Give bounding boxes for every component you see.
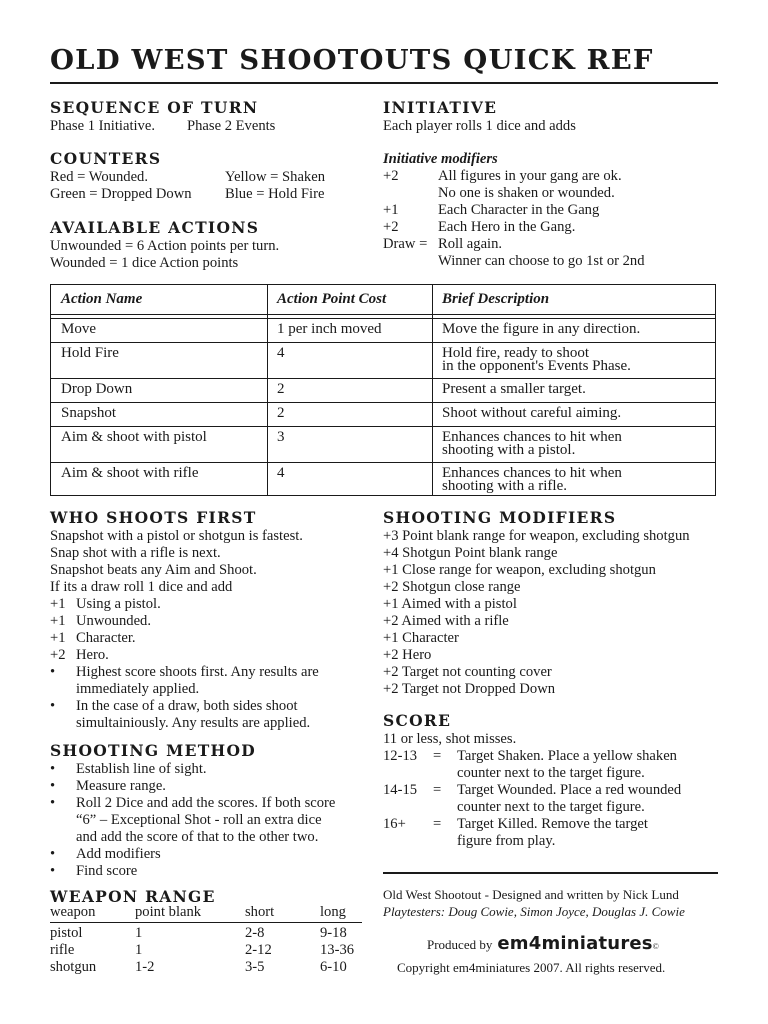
modifier-text: Winner can choose to go 1st or 2nd [438, 253, 645, 269]
bullet-icon: • [50, 778, 56, 794]
header-double-rule [51, 318, 715, 319]
initiative-modifier [383, 185, 723, 202]
initiative-heading: INITIATIVE [383, 98, 498, 117]
header-action-name: Action Name [51, 285, 267, 315]
produced-by-label: Produced by [427, 937, 493, 952]
sequence-phases [50, 118, 370, 135]
action-desc-snapshot: Shoot without careful aiming. [442, 405, 622, 421]
shooting-modifier: +2 Target not counting cover [383, 664, 552, 680]
who-first-bullet [50, 698, 365, 732]
bullet-line: “6” – Exceptional Shot - roll an extra dice [76, 812, 322, 828]
header-short: short [245, 904, 275, 920]
initiative-modifier [383, 219, 723, 236]
initiative-intro: Each player rolls 1 dice and adds [383, 118, 576, 134]
point-blank-cell: 1-2 [135, 959, 155, 975]
counters-row [50, 169, 370, 186]
modifier-text: Each Hero in the Gang. [438, 219, 576, 235]
page-title: OLD WEST SHOOTOUTS QUICK REF [50, 44, 654, 76]
row-divider [51, 342, 715, 343]
credits-block [383, 886, 723, 976]
action-cost-hold-fire: 4 [277, 345, 285, 361]
credits-rule [383, 872, 718, 874]
desc-line: Enhances chances to hit when [442, 429, 622, 445]
desc-line: Enhances chances to hit when [442, 465, 622, 481]
counter-green: Green = Dropped Down [50, 186, 192, 202]
phase-1-text: Phase 1 Initiative. [50, 118, 155, 134]
modifier-text: Roll again. [438, 236, 503, 252]
who-shoots-first-heading: WHO SHOOTS FIRST [50, 508, 257, 527]
method-bullet [50, 778, 365, 795]
bullet-line: Add modifiers [76, 846, 161, 862]
unwounded-line: Unwounded = 6 Action points per turn. [50, 238, 280, 254]
bullet-icon: • [50, 795, 56, 811]
score-equals: = [433, 748, 442, 764]
left-top-column [50, 98, 370, 272]
bullet-icon: • [50, 761, 56, 777]
action-table [50, 284, 716, 496]
modifier-text: All figures in your gang are ok. [438, 168, 622, 184]
bullet-icon: • [50, 863, 56, 879]
shooting-modifier: +2 Shotgun close range [383, 579, 521, 595]
header-brief-description: Brief Description [432, 285, 715, 315]
modifier-text: Using a pistol. [76, 596, 161, 612]
short-cell: 3-5 [245, 959, 265, 975]
long-cell: 6-10 [320, 959, 347, 975]
bullet-line: In the case of a draw, both sides shoot [76, 698, 298, 714]
weapon-cell: rifle [50, 942, 75, 958]
row-divider [51, 402, 715, 403]
action-cost-aim-rifle: 4 [277, 465, 285, 481]
modifier-value: +2 [383, 168, 399, 184]
action-name-snapshot: Snapshot [61, 405, 117, 421]
header-action-point-cost: Action Point Cost [267, 285, 432, 315]
method-bullet [50, 846, 365, 863]
action-desc-aim-rifle [432, 467, 622, 493]
method-bullet [50, 761, 365, 778]
score-row [383, 782, 723, 816]
modifier-value: +2 [50, 647, 66, 663]
header-weapon: weapon [50, 904, 96, 920]
modifier-text: No one is shaken or wounded. [438, 185, 615, 201]
wounded-line: Wounded = 1 dice Action points [50, 255, 239, 271]
weapon-range-heading: WEAPON RANGE [50, 887, 216, 906]
score-line: Target Shaken. Place a yellow shaken [457, 748, 677, 764]
right-bottom-column [383, 508, 723, 850]
weapon-range-header-row [50, 904, 365, 921]
weapon-cell: shotgun [50, 959, 97, 975]
modifier-text: Unwounded. [76, 613, 151, 629]
initiative-modifiers-title: Initiative modifiers [383, 151, 498, 167]
score-line: Target Killed. Remove the target [457, 816, 648, 832]
action-cost-snapshot: 2 [277, 405, 285, 421]
action-name-hold-fire: Hold Fire [61, 345, 119, 361]
action-cost-aim-pistol: 3 [277, 429, 285, 445]
modifier-text: Each Character in the Gang [438, 202, 600, 218]
copyright-line: Copyright em4miniatures 2007. All rights reserved. [397, 960, 666, 975]
row-divider [51, 378, 715, 379]
bullet-line: Find score [76, 863, 138, 879]
table-row [50, 942, 365, 959]
score-line: Target Wounded. Place a red wounded [457, 782, 682, 798]
modifier-value: Draw = [383, 236, 428, 252]
who-first-modifier [50, 596, 365, 613]
table-row [50, 959, 365, 976]
weapon-range-rule [50, 922, 362, 923]
credits-designer: Old West Shootout - Designed and written by Nick Lund [383, 887, 679, 902]
action-name-move: Move [61, 321, 96, 337]
short-cell: 2-12 [245, 942, 272, 958]
em4-logo: em4miniatures [497, 933, 653, 954]
bullet-icon: • [50, 664, 56, 680]
modifier-value: +1 [50, 596, 66, 612]
produced-by-row [383, 935, 723, 955]
initiative-modifier [383, 202, 723, 219]
header-long: long [320, 904, 346, 920]
modifier-value: +2 [383, 219, 399, 235]
bullet-line: Highest score shoots first. Any results are [76, 664, 319, 680]
who-first-line: Snapshot beats any Aim and Shoot. [50, 562, 257, 578]
who-first-modifier [50, 613, 365, 630]
who-first-modifier [50, 630, 365, 647]
score-equals: = [433, 816, 442, 832]
score-line: figure from play. [457, 833, 556, 849]
score-row [383, 816, 723, 850]
bullet-line: immediately applied. [76, 681, 200, 697]
action-desc-aim-pistol [432, 431, 622, 457]
bullet-line: Roll 2 Dice and add the scores. If both score [76, 795, 336, 811]
shooting-modifier: +1 Character [383, 630, 459, 646]
shooting-modifier: +1 Close range for weapon, excluding shotgun [383, 562, 656, 578]
score-line: counter next to the target figure. [457, 799, 645, 815]
weapon-cell: pistol [50, 925, 83, 941]
action-name-aim-rifle: Aim & shoot with rifle [61, 465, 199, 481]
method-bullet [50, 863, 365, 880]
logo-mark: © [652, 942, 659, 951]
modifier-value: +1 [50, 630, 66, 646]
who-first-bullet [50, 664, 365, 698]
action-desc-drop-down: Present a smaller target. [442, 381, 586, 397]
method-bullet [50, 795, 365, 846]
bullet-line: Measure range. [76, 778, 166, 794]
who-first-line: If its a draw roll 1 dice and add [50, 579, 233, 595]
long-cell: 13-36 [320, 942, 355, 958]
credits-playtesters: Playtesters: Doug Cowie, Simon Joyce, Douglas J. Cowie [383, 904, 685, 919]
bullet-line: and add the score of that to the other two. [76, 829, 319, 845]
desc-line: Hold fire, ready to shoot [442, 345, 590, 361]
counters-row [50, 186, 370, 203]
shooting-modifiers-heading: SHOOTING MODIFIERS [383, 508, 617, 527]
modifier-value [383, 185, 438, 202]
score-range: 12-13 [383, 748, 418, 764]
score-line: counter next to the target figure. [457, 765, 645, 781]
available-actions-heading: AVAILABLE ACTIONS [50, 218, 260, 237]
modifier-value: +1 [50, 613, 66, 629]
header-point-blank: point blank [135, 904, 202, 920]
left-bottom-column [50, 508, 365, 976]
modifier-value: +1 [383, 202, 399, 218]
score-intro: 11 or less, shot misses. [383, 731, 517, 747]
modifier-text: Character. [76, 630, 136, 646]
table-row [50, 925, 365, 942]
score-range: 16+ [383, 816, 406, 832]
shooting-modifier: +3 Point blank range for weapon, excluding shotgun [383, 528, 690, 544]
long-cell: 9-18 [320, 925, 347, 941]
sequence-heading: SEQUENCE OF TURN [50, 98, 259, 117]
shooting-modifier: +2 Target not Dropped Down [383, 681, 556, 697]
action-desc-hold-fire [432, 347, 631, 373]
row-divider [51, 462, 715, 463]
desc-line: shooting with a pistol. [442, 442, 576, 458]
shooting-method-heading: SHOOTING METHOD [50, 741, 257, 760]
shooting-modifier: +2 Aimed with a rifle [383, 613, 509, 629]
counters-heading: COUNTERS [50, 149, 162, 168]
point-blank-cell: 1 [135, 925, 143, 941]
action-desc-move: Move the figure in any direction. [442, 321, 641, 337]
who-first-line: Snapshot with a pistol or shotgun is fastest. [50, 528, 303, 544]
counter-red: Red = Wounded. [50, 169, 148, 185]
bullet-icon: • [50, 846, 56, 862]
initiative-modifier [383, 253, 723, 270]
score-range: 14-15 [383, 782, 418, 798]
counter-yellow: Yellow = Shaken [225, 169, 325, 185]
modifier-text: Hero. [76, 647, 109, 663]
shooting-modifier: +4 Shotgun Point blank range [383, 545, 558, 561]
bullet-icon: • [50, 698, 56, 714]
phase-2-text: Phase 2 Events [187, 118, 276, 134]
shooting-modifier: +1 Aimed with a pistol [383, 596, 517, 612]
counter-blue: Blue = Hold Fire [225, 186, 325, 202]
initiative-modifier [383, 168, 723, 185]
title-rule [50, 82, 718, 84]
action-cost-drop-down: 2 [277, 381, 285, 397]
action-name-aim-pistol: Aim & shoot with pistol [61, 429, 207, 445]
score-heading: SCORE [383, 711, 452, 730]
who-first-modifier [50, 647, 365, 664]
row-divider [51, 426, 715, 427]
point-blank-cell: 1 [135, 942, 143, 958]
initiative-section [383, 98, 723, 270]
short-cell: 2-8 [245, 925, 265, 941]
action-cost-move: 1 per inch moved [277, 321, 382, 337]
score-equals: = [433, 782, 442, 798]
score-row [383, 748, 723, 782]
who-first-line: Snap shot with a rifle is next. [50, 545, 221, 561]
action-name-drop-down: Drop Down [61, 381, 133, 397]
bullet-line: Establish line of sight. [76, 761, 207, 777]
modifier-value [383, 253, 438, 270]
initiative-modifier [383, 236, 723, 253]
desc-line: shooting with a rifle. [442, 478, 567, 494]
desc-line: in the opponent's Events Phase. [442, 358, 631, 374]
bullet-line: simultainiously. Any results are applied. [76, 715, 311, 731]
shooting-modifier: +2 Hero [383, 647, 432, 663]
